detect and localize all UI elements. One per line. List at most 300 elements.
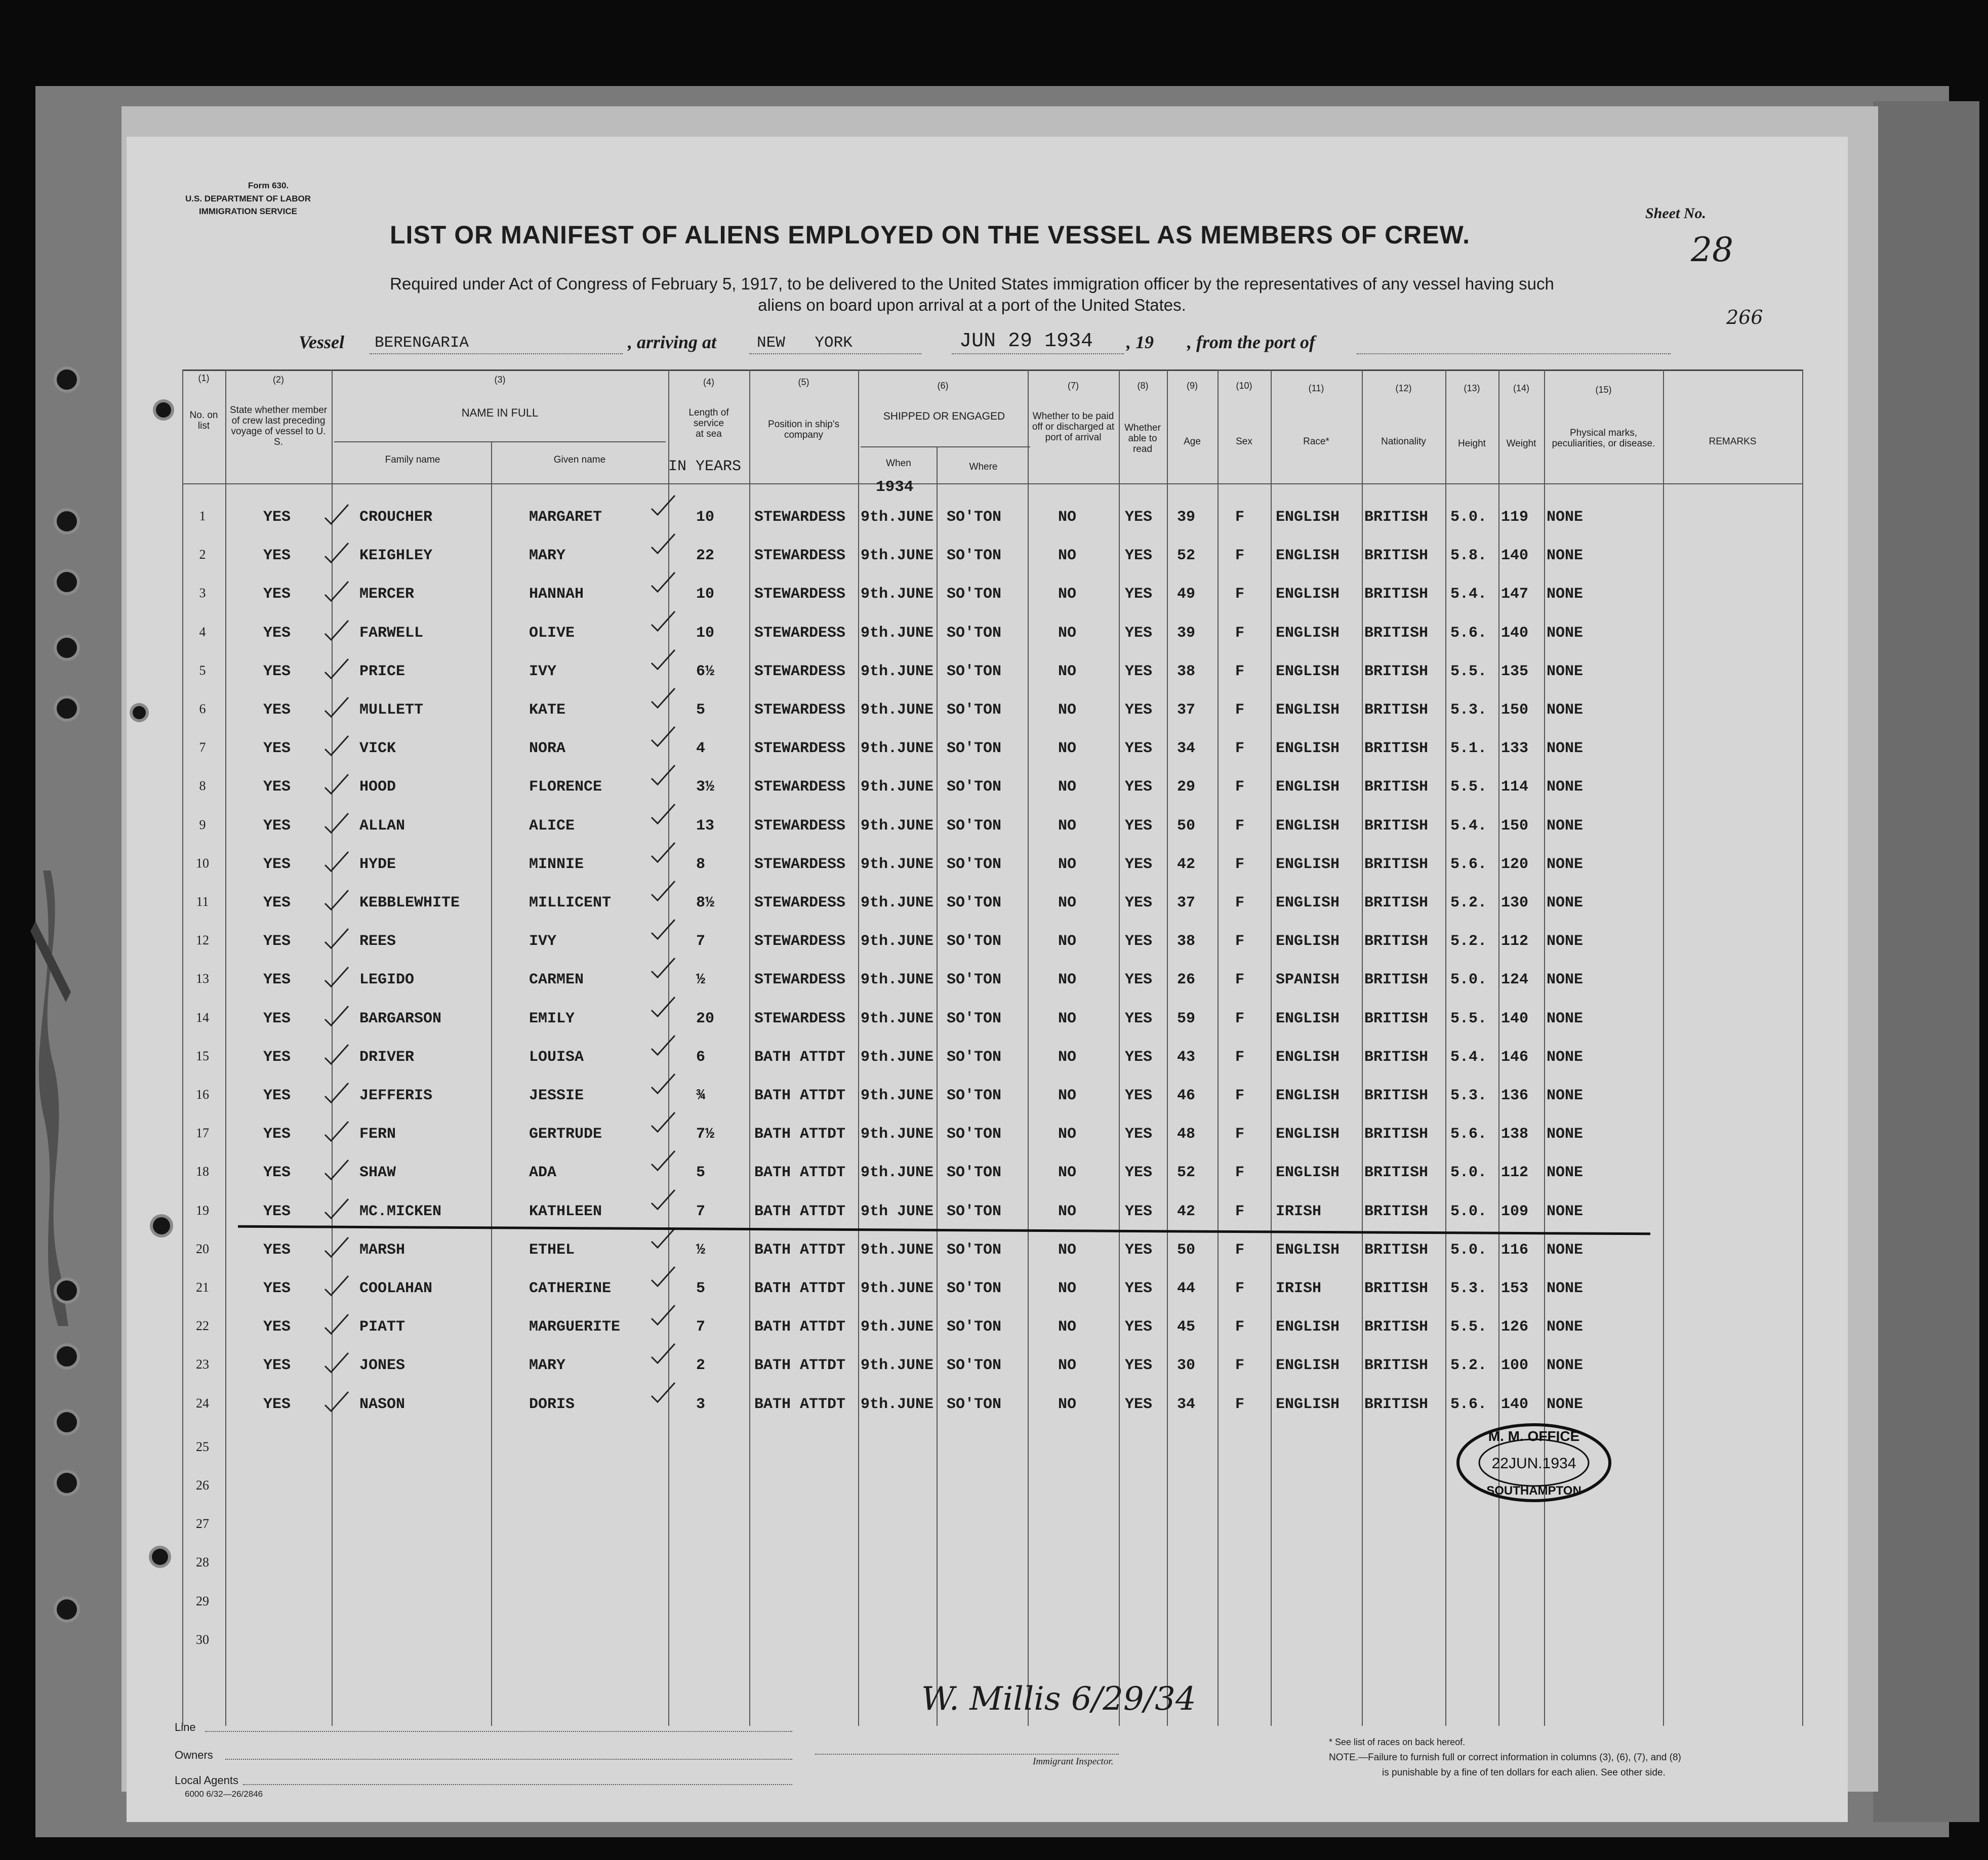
row-able-read: YES <box>1125 586 1153 603</box>
row-nationality: BRITISH <box>1364 1126 1429 1143</box>
mm-office-stamp <box>1453 1420 1615 1506</box>
row-marks: NONE <box>1547 701 1584 719</box>
side-number: 266 <box>1726 306 1763 328</box>
row-years: 7 <box>696 1318 706 1336</box>
col-num: (2) <box>273 375 284 385</box>
row-given-name: KATHLEEN <box>529 1203 602 1220</box>
row-family-name: ALLAN <box>359 817 405 835</box>
row-able-read: YES <box>1125 1396 1153 1413</box>
row-given-name: MARGARET <box>529 509 602 526</box>
row-height: 5.2. <box>1450 894 1487 912</box>
row-given-name: MINNIE <box>529 856 584 873</box>
row-paid-off: NO <box>1058 894 1077 912</box>
row-age: 38 <box>1177 933 1196 950</box>
col-header-given-name: Given name <box>553 454 606 465</box>
binder-board <box>1873 101 1979 1822</box>
table-top-border <box>182 369 1802 371</box>
row-where: SO'TON <box>947 1087 1002 1104</box>
row-given-name: CARMEN <box>529 971 584 988</box>
row-years: 5 <box>696 1164 706 1181</box>
row-age: 26 <box>1177 971 1196 988</box>
row-position: STEWARDESS <box>754 894 846 912</box>
row-position: BATH ATTDT <box>754 1087 846 1104</box>
row-years: 13 <box>696 817 715 835</box>
row-years: 20 <box>696 1010 715 1027</box>
row-able-read: YES <box>1125 1126 1153 1143</box>
check-mark <box>324 1275 349 1296</box>
row-able-read: YES <box>1125 1087 1153 1104</box>
row-paid-off: NO <box>1058 1164 1077 1181</box>
col-num: (1) <box>198 373 210 383</box>
row-position: BATH ATTDT <box>754 1203 846 1220</box>
row-family-name: JEFFERIS <box>359 1087 433 1104</box>
check-mark <box>324 542 349 563</box>
row-state: YES <box>263 1242 291 1259</box>
row-number: 13 <box>196 971 209 986</box>
row-position: BATH ATTDT <box>754 1049 846 1066</box>
row-marks: NONE <box>1547 933 1584 950</box>
row-nationality: BRITISH <box>1364 933 1429 950</box>
row-when: 9th.JUNE <box>861 1049 934 1066</box>
row-age: 49 <box>1177 586 1196 603</box>
grid-col-line <box>491 441 492 1726</box>
row-given-name: MARGUERITE <box>529 1318 621 1336</box>
row-paid-off: NO <box>1058 971 1077 988</box>
row-marks: NONE <box>1547 1126 1584 1143</box>
check-mark <box>324 812 349 834</box>
note-text <box>1329 1752 1681 1763</box>
inspector-field <box>815 1754 1119 1755</box>
punch-hole <box>57 1412 77 1432</box>
row-position: STEWARDESS <box>754 586 846 603</box>
row-paid-off: NO <box>1058 740 1077 757</box>
row-when: 9th.JUNE <box>861 778 934 796</box>
grid-col-line <box>749 369 750 1726</box>
row-state: YES <box>263 1318 291 1336</box>
row-family-name: HYDE <box>359 856 396 873</box>
check-mark <box>324 581 349 602</box>
punch-hole <box>57 572 77 592</box>
row-family-name: FERN <box>359 1126 396 1143</box>
row-sex: F <box>1235 1087 1245 1104</box>
row-weight: 126 <box>1501 1318 1529 1336</box>
row-weight: 140 <box>1501 625 1529 642</box>
row-where: SO'TON <box>947 625 1002 642</box>
row-where: SO'TON <box>947 971 1002 988</box>
vessel-underline <box>370 353 623 354</box>
row-sex: F <box>1235 509 1245 526</box>
row-family-name: REES <box>359 933 396 950</box>
row-position: STEWARDESS <box>754 856 846 873</box>
row-position: STEWARDESS <box>754 1010 846 1027</box>
row-state: YES <box>263 894 291 912</box>
col-num: (14) <box>1513 383 1529 393</box>
row-when: 9th.JUNE <box>861 856 934 873</box>
row-marks: NONE <box>1547 1164 1584 1181</box>
grid-col-line <box>1028 369 1029 1726</box>
row-marks: NONE <box>1547 625 1584 642</box>
punch-hole <box>153 1217 170 1234</box>
row-years: 22 <box>696 547 715 564</box>
row-years: 8 <box>696 856 706 873</box>
row-weight: 150 <box>1501 701 1529 719</box>
row-state: YES <box>263 1280 291 1297</box>
row-able-read: YES <box>1125 625 1153 642</box>
check-mark <box>651 1073 676 1094</box>
row-height: 5.8. <box>1450 547 1487 564</box>
header-bottom-border <box>182 483 1802 484</box>
row-paid-off: NO <box>1058 1203 1077 1220</box>
row-where: SO'TON <box>947 1049 1002 1066</box>
check-mark <box>651 1227 676 1249</box>
row-able-read: YES <box>1125 817 1153 835</box>
col-header-sex: Sex <box>1236 436 1252 447</box>
row-nationality: BRITISH <box>1364 817 1429 835</box>
row-position: STEWARDESS <box>754 740 846 757</box>
row-race: ENGLISH <box>1276 778 1340 796</box>
check-mark <box>651 1035 676 1056</box>
arriving-port: NEW YORK <box>757 334 853 352</box>
row-able-read: YES <box>1125 894 1153 912</box>
row-sex: F <box>1235 1280 1245 1297</box>
check-mark <box>651 880 676 901</box>
row-number: 15 <box>196 1049 209 1063</box>
row-weight: 150 <box>1501 817 1529 835</box>
punch-hole <box>57 369 77 390</box>
row-years: 3½ <box>696 778 715 796</box>
row-age: 30 <box>1177 1357 1196 1374</box>
row-marks: NONE <box>1547 856 1584 873</box>
shipped-subheader-divider <box>861 446 1030 447</box>
row-nationality: BRITISH <box>1364 625 1429 642</box>
row-age: 50 <box>1177 1242 1196 1259</box>
row-sex: F <box>1235 933 1245 950</box>
col-header-name-in-full: NAME IN FULL <box>461 406 539 419</box>
row-nationality: BRITISH <box>1364 1357 1429 1374</box>
row-position: STEWARDESS <box>754 933 846 950</box>
row-number: 24 <box>196 1396 209 1411</box>
row-paid-off: NO <box>1058 1242 1077 1259</box>
row-number: 21 <box>196 1280 209 1295</box>
row-height: 5.2. <box>1450 1357 1487 1374</box>
row-nationality: BRITISH <box>1364 856 1429 873</box>
row-race: ENGLISH <box>1276 1318 1340 1336</box>
row-number: 10 <box>196 856 209 871</box>
row-age: 38 <box>1177 663 1196 680</box>
row-paid-off: NO <box>1058 701 1077 719</box>
col-num: (11) <box>1308 383 1324 393</box>
row-marks: NONE <box>1547 971 1584 988</box>
row-height: 5.0. <box>1450 1203 1487 1220</box>
row-where: SO'TON <box>947 1010 1002 1027</box>
col-num: (7) <box>1068 381 1079 391</box>
row-family-name: PRICE <box>359 663 405 680</box>
row-given-name: ETHEL <box>529 1242 575 1259</box>
row-where: SO'TON <box>947 740 1002 757</box>
check-mark <box>651 1150 676 1171</box>
row-where: SO'TON <box>947 1357 1002 1374</box>
check-mark <box>324 735 349 756</box>
row-nationality: BRITISH <box>1364 1280 1429 1297</box>
row-where: SO'TON <box>947 1164 1002 1181</box>
row-years: ½ <box>696 1242 706 1259</box>
row-number: 18 <box>196 1164 209 1179</box>
row-age: 34 <box>1177 740 1196 757</box>
arriving-label: , arriving at <box>628 332 717 352</box>
row-sex: F <box>1235 701 1245 719</box>
row-family-name: PIATT <box>359 1318 405 1336</box>
col-num: (5) <box>798 377 809 387</box>
row-weight: 116 <box>1501 1242 1529 1259</box>
row-family-name: KEIGHLEY <box>359 547 433 564</box>
row-position: BATH ATTDT <box>754 1164 846 1181</box>
row-state: YES <box>263 933 291 950</box>
row-years: ½ <box>696 971 706 988</box>
sheet-label: Sheet No. <box>1645 205 1706 222</box>
check-mark <box>651 842 676 863</box>
col-header-weight: Weight <box>1506 438 1536 449</box>
check-mark <box>324 696 349 718</box>
punch-hole <box>133 706 146 719</box>
col-header-length-service: Length of service at sea <box>688 407 729 439</box>
row-race: ENGLISH <box>1276 933 1340 950</box>
row-when: 9th.JUNE <box>861 701 934 719</box>
check-mark <box>651 996 676 1017</box>
form-number: Form 630. <box>248 181 289 190</box>
grid-col-line <box>225 369 226 1726</box>
row-family-name: HOOD <box>359 778 396 796</box>
check-mark <box>651 1382 676 1403</box>
row-sex: F <box>1235 1396 1245 1413</box>
row-marks: NONE <box>1547 547 1584 564</box>
check-mark <box>324 1198 349 1219</box>
row-race: IRISH <box>1276 1280 1322 1297</box>
row-given-name: OLIVE <box>529 625 575 642</box>
row-able-read: YES <box>1125 778 1153 796</box>
row-paid-off: NO <box>1058 1087 1077 1104</box>
note-text-2: is punishable by a fine of ten dollars for each alien. See other side. <box>1382 1767 1666 1778</box>
col-num: (6) <box>937 381 949 391</box>
row-number: 19 <box>196 1203 209 1218</box>
row-height: 5.3. <box>1450 1280 1487 1297</box>
row-race: ENGLISH <box>1276 1087 1340 1104</box>
row-marks: NONE <box>1547 778 1584 796</box>
footer-agents-field <box>243 1784 792 1785</box>
row-years: 7½ <box>696 1126 715 1143</box>
row-paid-off: NO <box>1058 1318 1077 1336</box>
row-sex: F <box>1235 740 1245 757</box>
row-years: 10 <box>696 509 715 526</box>
row-nationality: BRITISH <box>1364 971 1429 988</box>
row-state: YES <box>263 1126 291 1143</box>
row-height: 5.1. <box>1450 740 1487 757</box>
row-height: 5.5. <box>1450 663 1487 680</box>
row-where: SO'TON <box>947 1242 1002 1259</box>
row-weight: 147 <box>1501 586 1529 603</box>
row-where: SO'TON <box>947 547 1002 564</box>
row-state: YES <box>263 740 291 757</box>
check-mark <box>651 610 676 632</box>
row-number: 20 <box>196 1242 209 1256</box>
row-given-name: GERTRUDE <box>529 1126 602 1143</box>
check-mark <box>651 687 676 709</box>
row-given-name: KATE <box>529 701 566 719</box>
row-sex: F <box>1235 971 1245 988</box>
check-mark <box>324 1005 349 1026</box>
row-number: 4 <box>199 625 206 639</box>
row-sex: F <box>1235 856 1245 873</box>
row-sex: F <box>1235 1010 1245 1027</box>
check-mark <box>324 1159 349 1180</box>
row-years: ¾ <box>696 1087 706 1104</box>
row-sex: F <box>1235 1203 1245 1220</box>
row-sex: F <box>1235 1126 1245 1143</box>
row-sex: F <box>1235 778 1245 796</box>
row-position: BATH ATTDT <box>754 1126 846 1143</box>
row-state: YES <box>263 1010 291 1027</box>
check-mark <box>324 928 349 949</box>
col-num: (15) <box>1595 385 1612 395</box>
row-given-name: ALICE <box>529 817 575 835</box>
col-header-able-read: Whether able to read <box>1124 423 1161 454</box>
row-marks: NONE <box>1547 663 1584 680</box>
row-state: YES <box>263 1164 291 1181</box>
row-nationality: BRITISH <box>1364 1242 1429 1259</box>
stamp-top-text: M. M. OFFICE <box>1488 1428 1580 1444</box>
col-header-position: Position in ship's company <box>768 419 839 440</box>
vessel-label: Vessel <box>299 332 344 352</box>
row-age: 48 <box>1177 1126 1196 1143</box>
row-sex: F <box>1235 1049 1245 1066</box>
col-num: (3) <box>494 375 506 385</box>
row-sex: F <box>1235 1318 1245 1336</box>
row-nationality: BRITISH <box>1364 740 1429 757</box>
col-header-where: Where <box>969 462 998 472</box>
check-mark <box>651 494 676 516</box>
col-header-no-on-list: No. on list <box>189 410 218 431</box>
row-age: 59 <box>1177 1010 1196 1027</box>
row-where: SO'TON <box>947 701 1002 719</box>
check-mark <box>651 1111 676 1133</box>
check-mark <box>324 1391 349 1412</box>
row-marks: NONE <box>1547 1203 1584 1220</box>
grid-col-line <box>1218 369 1219 1726</box>
row-sex: F <box>1235 586 1245 603</box>
row-when: 9th.JUNE <box>861 1357 934 1374</box>
row-height: 5.2. <box>1450 933 1487 950</box>
punch-hole <box>57 1280 77 1301</box>
row-marks: NONE <box>1547 894 1584 912</box>
stamp-bottom-text: SOUTHAMPTON <box>1486 1484 1581 1498</box>
check-mark <box>324 504 349 525</box>
col-header-in-years: IN YEARS <box>668 458 742 475</box>
row-race: ENGLISH <box>1276 856 1340 873</box>
row-paid-off: NO <box>1058 778 1077 796</box>
row-weight: 100 <box>1501 1357 1529 1374</box>
row-nationality: BRITISH <box>1364 1396 1429 1413</box>
row-weight: 124 <box>1501 971 1529 988</box>
row-height: 5.4. <box>1450 817 1487 835</box>
row-state: YES <box>263 547 291 564</box>
row-nationality: BRITISH <box>1364 547 1429 564</box>
row-height: 5.5. <box>1450 778 1487 796</box>
row-sex: F <box>1235 1164 1245 1181</box>
row-number: 12 <box>196 933 209 947</box>
row-state: YES <box>263 1396 291 1413</box>
manifest-title: LIST OR MANIFEST OF ALIENS EMPLOYED ON THE VESSEL AS MEMBERS OF CREW. <box>390 221 1470 249</box>
punch-hole <box>57 511 77 531</box>
row-number: 11 <box>196 894 209 909</box>
date-underline <box>952 353 1124 354</box>
row-given-name: LOUISA <box>529 1049 584 1066</box>
col-header-age: Age <box>1184 436 1201 447</box>
row-height: 5.5. <box>1450 1318 1487 1336</box>
row-where: SO'TON <box>947 856 1002 873</box>
row-position: STEWARDESS <box>754 701 846 719</box>
row-paid-off: NO <box>1058 817 1077 835</box>
row-years: 7 <box>696 1203 706 1220</box>
row-race: ENGLISH <box>1276 1049 1340 1066</box>
row-paid-off: NO <box>1058 663 1077 680</box>
row-weight: 119 <box>1501 509 1529 526</box>
check-mark <box>651 571 676 593</box>
year-label: , 19 <box>1126 332 1154 352</box>
row-state: YES <box>263 778 291 796</box>
row-family-name: CROUCHER <box>359 509 433 526</box>
grid-col-line <box>182 369 183 1726</box>
row-years: 10 <box>696 625 715 642</box>
row-years: 7 <box>696 933 706 950</box>
row-number: 7 <box>199 740 206 755</box>
name-subheader-divider <box>334 441 666 442</box>
empty-row-number: 27 <box>196 1516 209 1531</box>
col-num: (13) <box>1464 383 1480 393</box>
row-family-name: LEGIDO <box>359 971 415 988</box>
col-header-state-member: State whether member of crew last preceding voyage of vessel to U. S. <box>229 405 328 447</box>
row-given-name: JESSIE <box>529 1087 584 1104</box>
row-paid-off: NO <box>1058 1126 1077 1143</box>
row-family-name: FARWELL <box>359 625 424 642</box>
sheet-number: 28 <box>1691 230 1733 269</box>
row-family-name: KEBBLEWHITE <box>359 894 460 912</box>
row-given-name: EMILY <box>529 1010 575 1027</box>
row-nationality: BRITISH <box>1364 1049 1429 1066</box>
row-paid-off: NO <box>1058 856 1077 873</box>
row-sex: F <box>1235 817 1245 835</box>
row-age: 52 <box>1177 547 1196 564</box>
row-height: 5.0. <box>1450 509 1487 526</box>
row-where: SO'TON <box>947 586 1002 603</box>
row-number: 2 <box>199 547 206 562</box>
grid-col-line <box>1445 369 1446 1726</box>
row-marks: NONE <box>1547 817 1584 835</box>
row-nationality: BRITISH <box>1364 1318 1429 1336</box>
row-race: SPANISH <box>1276 971 1340 988</box>
row-state: YES <box>263 509 291 526</box>
row-age: 34 <box>1177 1396 1196 1413</box>
row-years: 10 <box>696 586 715 603</box>
row-height: 5.6. <box>1450 1396 1487 1413</box>
row-state: YES <box>263 701 291 719</box>
row-position: BATH ATTDT <box>754 1280 846 1297</box>
row-able-read: YES <box>1125 856 1153 873</box>
row-race: ENGLISH <box>1276 625 1340 642</box>
row-weight: 133 <box>1501 740 1529 757</box>
row-when: 9th.JUNE <box>861 1242 934 1259</box>
shipped-year: 1934 <box>876 478 914 496</box>
row-race: ENGLISH <box>1276 740 1340 757</box>
row-race: ENGLISH <box>1276 1396 1340 1413</box>
